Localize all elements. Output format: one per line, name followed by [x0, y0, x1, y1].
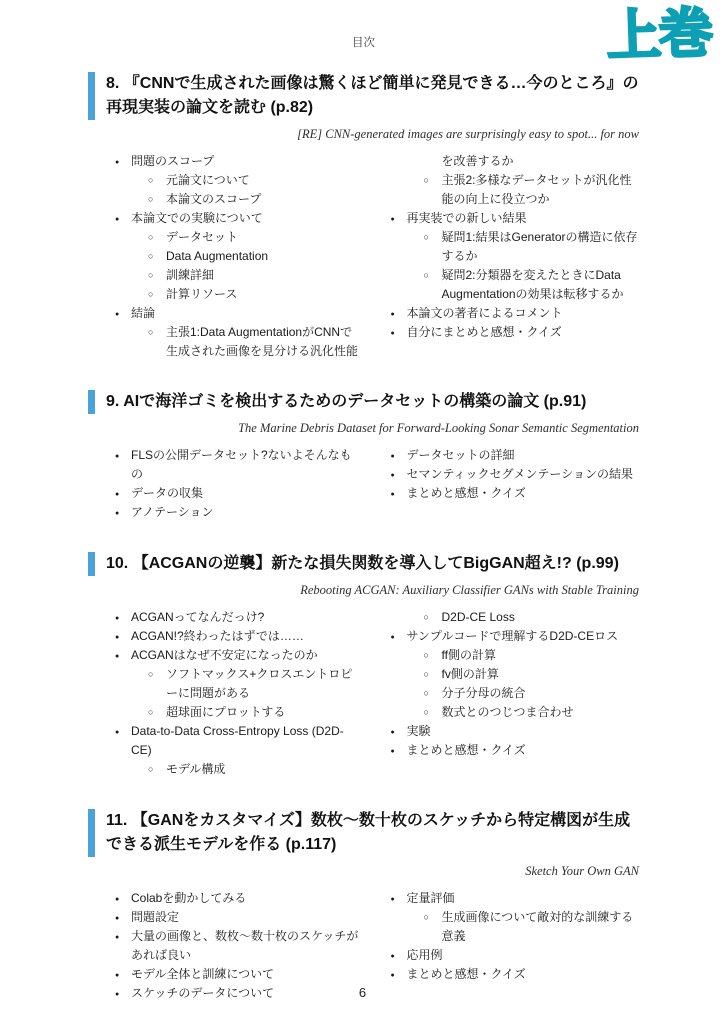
toc-item: ○ 元論文について — [114, 171, 364, 190]
toc-item: ○ 本論文のスコープ — [114, 190, 364, 209]
toc-item: ○ 主張1:Data AugmentationがCNNで生成された画像を見分ける汎化性能 — [114, 323, 364, 361]
toc-sections — [88, 72, 639, 1003]
toc-item: ● スケッチのデータについて — [114, 984, 364, 1003]
toc-item: ● Colabを動かしてみる — [114, 889, 364, 908]
toc-item: ● 大量の画像と、数枚〜数十枚のスケッチがあれば良い — [114, 927, 364, 965]
section-subtitle-english: The Marine Debris Dataset for Forward-Looking Sonar Semantic Segmentation — [238, 421, 639, 436]
section-subtitle-english: Sketch Your Own GAN — [525, 863, 639, 878]
toc-item: ○ ff側の計算 — [390, 646, 640, 665]
toc-section-9 — [88, 390, 639, 522]
toc-item: ● アノテーション — [114, 503, 364, 522]
toc-column-left — [114, 608, 364, 779]
toc-item: ● ACGANってなんだっけ? — [114, 608, 364, 627]
toc-section-10 — [88, 552, 639, 779]
page-number: 6 — [358, 985, 367, 1000]
toc-item: ○ ソフトマックス+クロスエントロピーに問題がある — [114, 665, 364, 703]
toc-item: ● 本論文での実験について — [114, 209, 364, 228]
toc-item: ● 実験 — [390, 722, 640, 741]
toc-item: ● 結論 — [114, 304, 364, 323]
toc-item: ● 応用例 — [390, 946, 640, 965]
toc-column-left — [114, 446, 364, 522]
toc-item: ○ 疑問2:分類器を変えたときにData Augmentationの効果は転移するか — [390, 266, 640, 304]
toc-item: ○ 訓練詳細 — [114, 266, 364, 285]
toc-item: ● 問題設定 — [114, 908, 364, 927]
toc-item: ● 定量評価 — [390, 889, 640, 908]
toc-item: ○ 生成画像について敵対的な訓練する意義 — [390, 908, 640, 946]
section-columns — [114, 446, 639, 522]
toc-section-11 — [88, 809, 639, 1003]
toc-item: ○ 超球面にプロットする — [114, 703, 364, 722]
toc-item: ● セマンティックセグメンテーションの結果 — [390, 465, 640, 484]
toc-section-8 — [88, 72, 639, 360]
section-subtitle-english: [RE] CNN-generated images are surprisingly easy to spot... for now — [297, 127, 639, 141]
toc-item: ● データセットの詳細 — [390, 446, 640, 465]
toc-item: ● 自分にまとめと感想・クイズ — [390, 323, 640, 342]
toc-item: ● 再実装での新しい結果 — [390, 209, 640, 228]
toc-item: ● FLSの公開データセット?ないよそんなもの — [114, 446, 364, 484]
toc-item: ○ fv側の計算 — [390, 665, 640, 684]
toc-item: を改善するか — [441, 154, 514, 168]
toc-item: ● モデル全体と訓練について — [114, 965, 364, 984]
toc-item: ● ACGANはなぜ不安定になったのか — [114, 646, 364, 665]
section-title: 8. 『CNNで生成された画像は驚くほど簡単に発見できる…今のところ』の再現実装の論文を読む (p.82) — [88, 72, 639, 120]
section-title: 10. 【ACGANの逆襲】新たな損失関数を導入してBigGAN超え!? (p.99) — [88, 552, 639, 576]
toc-item: ○ Data Augmentation — [114, 247, 364, 266]
toc-item: ● ACGAN!?終わったはずでは…… — [114, 627, 364, 646]
toc-item: ● サンプルコードで理解するD2D-CEロス — [390, 627, 640, 646]
toc-item: ● データの収集 — [114, 484, 364, 503]
section-subtitle-english: Rebooting ACGAN: Auxiliary Classifier GANs with Stable Training — [300, 583, 639, 598]
toc-column-right — [390, 608, 640, 779]
toc-item: ● Data-to-Data Cross-Entropy Loss (D2D-CE) — [114, 722, 364, 760]
toc-item: ● 本論文の著者によるコメント — [390, 304, 640, 323]
toc-item: ○ 分子分母の統合 — [390, 684, 640, 703]
page-header-title: 目次 — [352, 37, 375, 49]
toc-item: ○ 数式とのつじつま合わせ — [390, 703, 640, 722]
toc-item: ● まとめと感想・クイズ — [390, 741, 640, 760]
toc-column-left — [114, 152, 364, 360]
toc-item: ○ 疑問1:結果はGeneratorの構造に依存するか — [390, 228, 640, 266]
section-title: 11. 【GANをカスタマイズ】数枚〜数十枚のスケッチから特定構図が生成できる派生モデルを作る (p.117) — [88, 809, 639, 857]
section-title: 9. AIで海洋ゴミを検出するためのデータセットの構築の論文 (p.91) — [88, 390, 639, 414]
toc-item: ○ モデル構成 — [114, 760, 364, 779]
section-columns — [114, 608, 639, 779]
toc-item: ○ 主張2:多様なデータセットが汎化性能の向上に役立つか — [390, 171, 640, 209]
toc-item: ● まとめと感想・クイズ — [390, 965, 640, 984]
toc-item: ● 問題のスコープ — [114, 152, 364, 171]
toc-item: ○ データセット — [114, 228, 364, 247]
toc-item: ● まとめと感想・クイズ — [390, 484, 640, 503]
section-columns — [114, 152, 639, 360]
volume-stamp: 上巻 — [605, 1, 713, 68]
toc-item: ○ 計算リソース — [114, 285, 364, 304]
toc-column-right — [390, 152, 640, 360]
toc-item: ○ D2D-CE Loss — [390, 608, 640, 627]
toc-column-right — [390, 446, 640, 522]
